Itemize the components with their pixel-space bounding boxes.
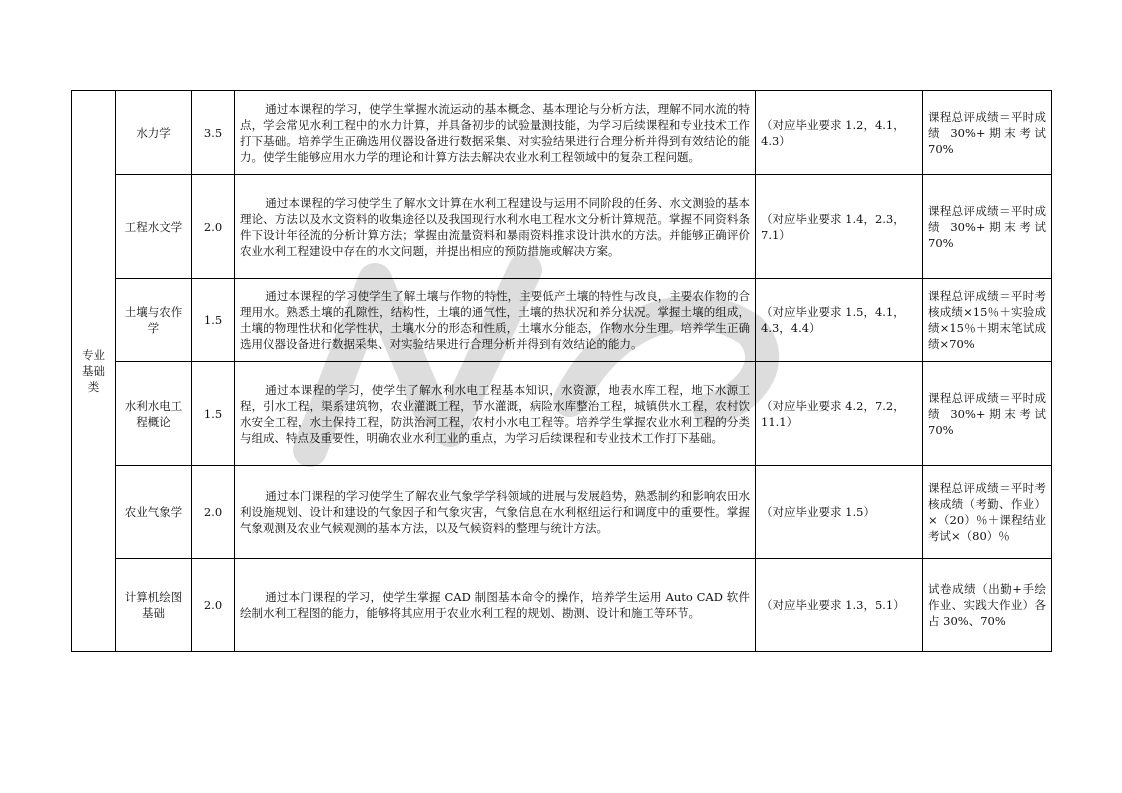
assessment-method: 课程总评成绩＝平时考核成绩×15％＋实验成绩×15％＋期末笔试成绩×70% [923,279,1052,362]
assessment-method: 课程总评成绩＝平时成绩 30%+期末考试70% [923,362,1052,466]
course-name: 工程水文学 [116,175,192,279]
table-row [72,279,1052,362]
course-description: 通过本课程的学习使学生了解水文计算在水利工程建设与运用不同阶段的任务、水文测验的基本理论、方法以及水文资料的收集途径以及我国现行水利水电工程水文分析计算规范。掌握不同资料条件下设计年径流的分析计算方法；掌握由流量资料和暴雨资料推求设计洪水的方法。并能够正确评价农业水利工程建设中存在的水文问题，并提出相应的预防措施或解决方案。 [235,175,756,279]
course-credit: 3.5 [192,91,235,175]
course-description: 通过本课程的学习使学生了解土壤与作物的特性，主要低产土壤的特性与改良，主要农作物的合理用水。熟悉土壤的孔隙性，结构性，土壤的通气性，土壤的热状况和养分状况。掌握土壤的组成，土壤的物理性状和化学性状，土壤水分的形态和性质，土壤水分能态，作物水分生理。培养学生正确选用仪器设备进行数据采集、对实验结果进行合理分析并得到有效结论的能力。 [235,279,756,362]
category-cell: 专业基础类 [72,91,116,652]
table-row [72,559,1052,652]
graduation-requirement: （对应毕业要求 1.4，2.3，7.1） [756,175,923,279]
graduation-requirement: （对应毕业要求 1.2，4.1，4.3） [756,91,923,175]
course-name: 水利水电工程概论 [116,362,192,466]
assessment-method: 试卷成绩（出勤+手绘作业、实践大作业）各占 30%、70% [923,559,1052,652]
table-row [72,466,1052,559]
course-credit: 2.0 [192,175,235,279]
course-name: 农业气象学 [116,466,192,559]
graduation-requirement: （对应毕业要求 1.5，4.1，4.3，4.4） [756,279,923,362]
course-description: 通过本门课程的学习，使学生掌握 CAD 制图基本命令的操作，培养学生运用 Auto CAD 软件绘制水利工程图的能力，能够将其应用于农业水利工程的规划、勘测、设计和施工等环节。 [235,559,756,652]
table-row [72,91,1052,175]
table-row [72,175,1052,279]
graduation-requirement: （对应毕业要求 1.3，5.1） [756,559,923,652]
assessment-method: 课程总评成绩＝平时考核成绩（考勤、作业）×（20）％＋课程结业考试×（80）％ [923,466,1052,559]
course-description: 通过本门课程的学习使学生了解农业气象学学科领域的进展与发展趋势，熟悉制约和影响农田水利设施规划、设计和建设的气象因子和气象灾害，气象信息在水利枢纽运行和调度中的重要性。掌握气象观测及农业气候观测的基本方法，以及气候资料的整理与统计方法。 [235,466,756,559]
graduation-requirement: （对应毕业要求 1.5） [756,466,923,559]
course-credit: 2.0 [192,559,235,652]
course-description: 通过本课程的学习，使学生了解水利水电工程基本知识，水资源，地表水库工程，地下水源工程，引水工程，渠系建筑物，农业灌溉工程，节水灌溉，病险水库整治工程，城镇供水工程，农村饮水安全工程，水土保持工程，防洪治河工程，农村小水电工程等。培养学生掌握农业水利工程的分类与组成、特点及重要性，明确农业水利工业的重点，为学习后续课程和专业技术工作打下基础。 [235,362,756,466]
assessment-method: 课程总评成绩＝平时成绩 30%+期末考试70% [923,175,1052,279]
course-name: 土壤与农作学 [116,279,192,362]
course-credit: 2.0 [192,466,235,559]
course-table [71,90,1052,652]
assessment-method: 课程总评成绩＝平时成绩 30%+期末考试70% [923,91,1052,175]
course-description: 通过本课程的学习，使学生掌握水流运动的基本概念、基本理论与分析方法，理解不同水流的特点，学会常见水利工程中的水力计算，并具备初步的试验量测技能，为学习后续课程和专业技术工作打下基础。培养学生正确选用仪器设备进行数据采集、对实验结果进行合理分析并得到有效结论的能力。使学生能够应用水力学的理论和计算方法去解决农业水利工程领域中的复杂工程问题。 [235,91,756,175]
course-name: 计算机绘图基础 [116,559,192,652]
graduation-requirement: （对应毕业要求 4.2，7.2，11.1） [756,362,923,466]
course-name: 水力学 [116,91,192,175]
table-row [72,362,1052,466]
course-credit: 1.5 [192,362,235,466]
course-credit: 1.5 [192,279,235,362]
